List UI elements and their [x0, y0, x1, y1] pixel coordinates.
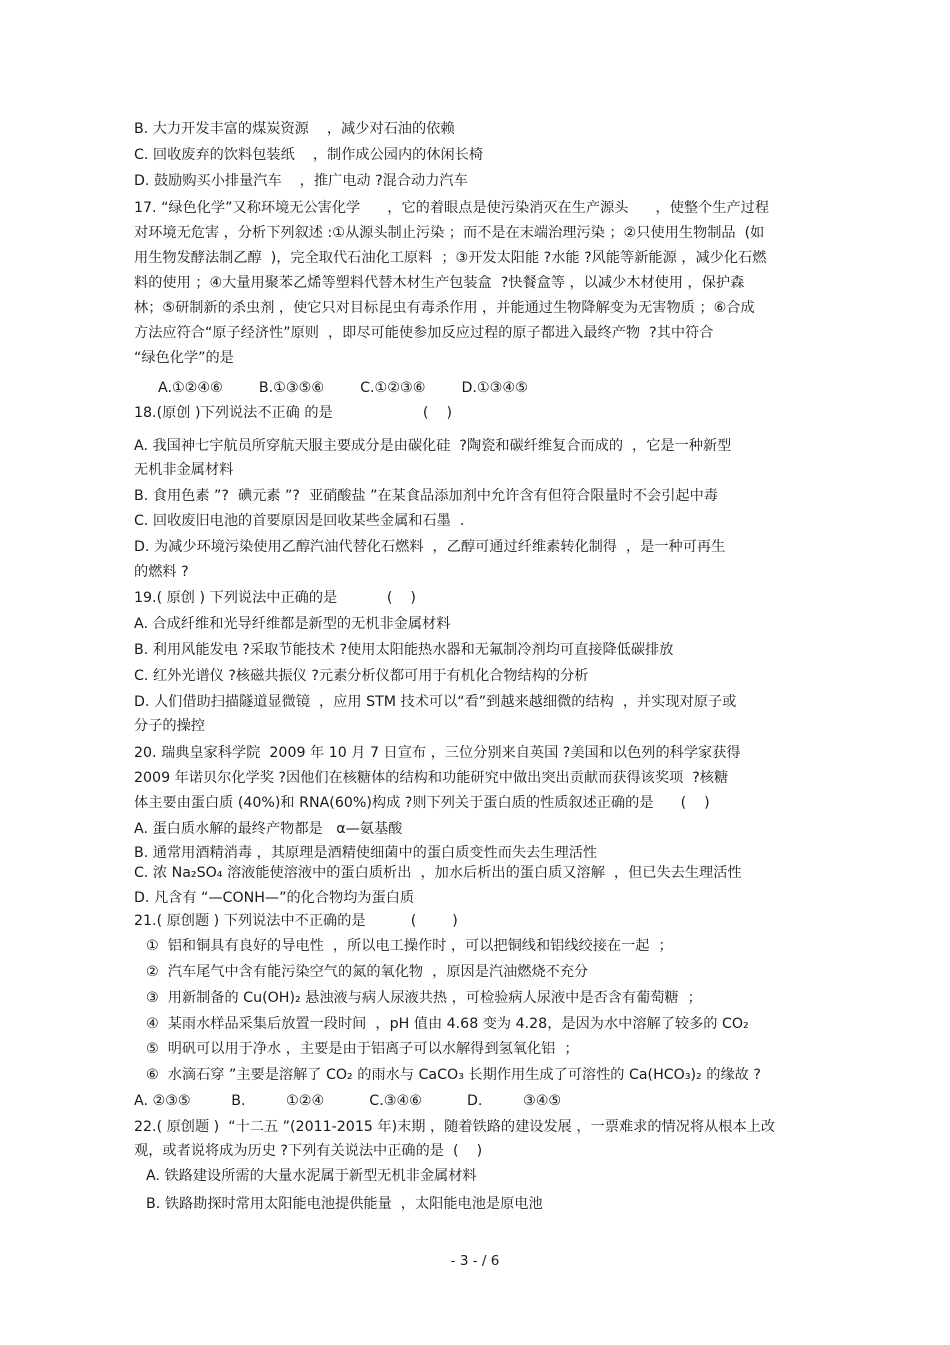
q18-option-line: A. 我国神七宇航员所穿航天服主要成分是由碳化硅 ?陶瓷和碳纤维复合而成的 ，它是一种新型: [134, 438, 732, 454]
q21-statement: ④ 某雨水样品采集后放置一段时间 ，pH 值由 4.68 变为 4.28，是因为水中溶解了较多的 CO₂: [146, 1016, 749, 1032]
q18-stem: 18.(原创 )下列说法不正确 的是 ( ): [134, 405, 453, 421]
q22-option-line: B. 铁路勘探时常用太阳能电池提供能量 ，太阳能电池是原电池: [146, 1196, 543, 1212]
q17-text-line: 17. “绿色化学”又称环境无公害化学 ，它的着眼点是使污染消灭在生产源头 ，使整个生产过程: [134, 200, 770, 216]
q19-option-line: B. 利用风能发电 ?采取节能技术 ?使用太阳能热水器和无氟制冷剂均可直接降低碳排放: [134, 642, 674, 658]
q19-option-line: D. 人们借助扫描隧道显微镜 ，应用 STM 技术可以“看”到越来越细微的结构 ，并实现对原子或: [134, 694, 737, 710]
q18-option-line: D. 为减少环境污染使用乙醇汽油代替化石燃料 ，乙醇可通过纤维素转化制得 ，是一种可再生: [134, 539, 726, 555]
q17-text-line: 方法应符合“原子经济性”原则 ，即尽可能使参加反应过程的原子都进入最终产物 ?其中符合: [134, 325, 714, 341]
option-c-line: C. 回收废弃的饮料包装纸 ，制作成公园内的休闲长椅: [134, 147, 484, 163]
q20-option-line: D. 凡含有 “—CONH—”的化合物均为蛋白质: [134, 890, 415, 906]
q17-text-line: 用生物发酵法制乙醇 )，完全取代石油化工原料 ；③开发太阳能 ?水能 ?风能等新能源 ，减少化石燃: [134, 250, 767, 266]
q17-text-line: 对环境无危害 ，分析下列叙述 :①从源头制止污染 ；而不是在末端治理污染 ；②只使用生物制品 (如: [134, 225, 765, 241]
q22-text-line: 观，或者说将成为历史 ?下列有关说法中正确的是 ( ): [134, 1143, 483, 1159]
option-b-line: B. 大力开发丰富的煤炭资源 ，减少对石油的依赖: [134, 121, 455, 137]
q22-option-line: A. 铁路建设所需的大量水泥属于新型无机非金属材料: [146, 1168, 477, 1184]
q20-text-line: 2009 年诺贝尔化学奖 ?因他们在核糖体的结构和功能研究中做出突出贡献而获得该奖项 ?核糖: [134, 770, 729, 786]
q21-options: A. ②③⑤ B. ①②④ C.③④⑥ D. ③④⑤: [134, 1093, 562, 1109]
q20-option-line: C. 浓 Na₂SO₄ 溶液能使溶液中的蛋白质析出 ，加水后析出的蛋白质又溶解 ，但已失去生理活性: [134, 865, 742, 881]
q21-statement: ③ 用新制备的 Cu(OH)₂ 悬浊液与病人尿液共热 ，可检验病人尿液中是否含有葡萄糖 ；: [146, 990, 702, 1006]
q22-text-line: 22.( 原创题 ) “十二五 ”(2011-2015 年)末期 ，随着铁路的建设发展 ，一票难求的情况将从根本上改: [134, 1119, 776, 1135]
q19-option-line: A. 合成纤维和光导纤维都是新型的无机非金属材料: [134, 616, 451, 632]
q21-statement: ① 铝和铜具有良好的导电性 ，所以电工操作时 ，可以把铜线和铝线绞接在一起 ；: [146, 938, 673, 954]
q17-text-line: “绿色化学”的是: [134, 350, 234, 366]
q19-stem: 19.( 原创 ) 下列说法中正确的是 ( ): [134, 590, 416, 606]
q21-stem: 21.( 原创题 ) 下列说法中不正确的是 ( ): [134, 913, 458, 929]
q20-text-line: 体主要由蛋白质 (40%)和 RNA(60%)构成 ?则下列关于蛋白质的性质叙述正确的是 ( ): [134, 795, 710, 811]
q17-text-line: 料的使用 ；④大量用聚苯乙烯等塑料代替木材生产包装盒 ?快餐盒等 ，以减少木材使用 ，保护森: [134, 275, 745, 291]
q17-text-line: 林；⑤研制新的杀虫剂 ，使它只对目标昆虫有毒杀作用 ，并能通过生物降解变为无害物质 ；⑥合成: [134, 300, 755, 316]
q21-statement: ⑤ 明矾可以用于净水 ，主要是由于铝离子可以水解得到氢氧化铝 ；: [146, 1041, 579, 1057]
q17-options: A.①②④⑥ B.①③⑤⑥ C.①②③⑥ D.①③④⑤: [158, 380, 528, 396]
q18-option-line: B. 食用色素 ”? 碘元素 ”? 亚硝酸盐 ”在某食品添加剂中允许含有但符合限量时不会引起中毒: [134, 488, 718, 504]
q20-option-line: B. 通常用酒精消毒 ，其原理是酒精使细菌中的蛋白质变性而失去生理活性: [134, 845, 598, 861]
q18-option-line: 的燃料 ?: [134, 564, 189, 580]
q20-option-line: A. 蛋白质水解的最终产物都是 α—氨基酸: [134, 821, 403, 837]
q21-statement: ② 汽车尾气中含有能污染空气的氮的氧化物 ，原因是汽油燃烧不充分: [146, 964, 589, 980]
q19-option-line: C. 红外光谱仪 ?核磁共振仪 ?元素分析仪都可用于有机化合物结构的分析: [134, 668, 589, 684]
page-number: - 3 - / 6: [450, 1253, 500, 1269]
q19-option-line: 分子的操控: [134, 718, 205, 734]
q18-option-line: C. 回收废旧电池的首要原因是回收某些金属和石墨 .: [134, 513, 465, 529]
q18-option-line: 无机非金属材料: [134, 462, 234, 478]
q20-text-line: 20. 瑞典皇家科学院 2009 年 10 月 7 日宣布 ，三位分别来自英国 ?美国和以色列的科学家获得: [134, 745, 741, 761]
option-d-line: D. 鼓励购买小排量汽车 ，推广电动 ?混合动力汽车: [134, 173, 468, 189]
q21-statement: ⑥ 水滴石穿 ”主要是溶解了 CO₂ 的雨水与 CaCO₃ 长期作用生成了可溶性的 Ca(HCO₃)₂ 的缘故 ?: [146, 1067, 761, 1083]
